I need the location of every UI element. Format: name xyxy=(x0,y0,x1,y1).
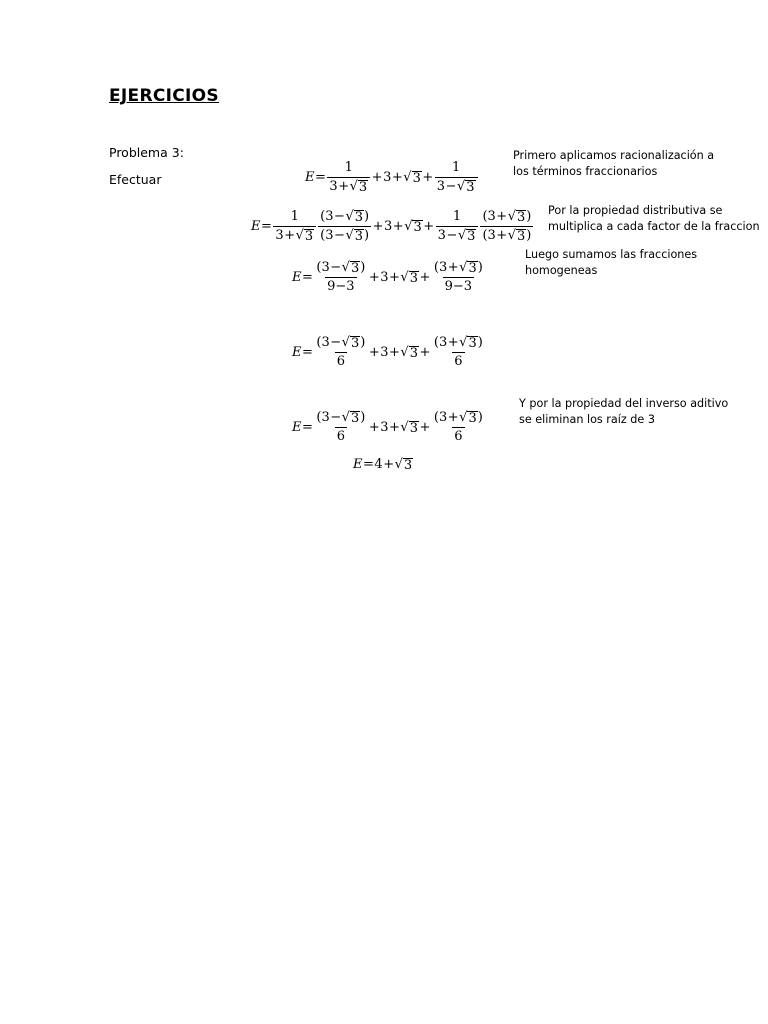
equation-4: E = (3− √ 3 ) 6 + 3 + √ 3 + (3+ √ 3 ) 6 xyxy=(292,335,483,369)
equation-2: E = 1 3+ √ 3 (3− √ 3 ) (3− √ 3 ) + 3 + √ 3 + 1 3− √ 3 (3+ √ 3 ) (3+ √ 3 ) xyxy=(251,209,532,244)
equation-5: E = (3− √ 3 ) 6 + 3 + √ 3 + (3+ √ 3 ) 6 xyxy=(292,410,483,444)
note-additive-inverse: Y por la propiedad del inverso aditivo se eliminan los raíz de 3 xyxy=(519,397,729,426)
problem-label: Problema 3: xyxy=(109,145,184,160)
page-title: EJERCICIOS xyxy=(109,86,219,106)
note-distributive: Por la propiedad distributiva se multiplica a cada factor de la fraccion xyxy=(548,204,760,233)
note-sum-fractions: Luego sumamos las fracciones homogeneas xyxy=(525,248,698,277)
note-rationalization: Primero aplicamos racionalización a los términos fraccionarios xyxy=(513,149,715,178)
equation-1: E = 1 3+ √ 3 + 3 + √ 3 + 1 3− √ 3 xyxy=(305,160,479,195)
instruction-label: Efectuar xyxy=(109,172,162,187)
equation-final: E = 4 + √ 3 xyxy=(353,456,413,473)
equation-3: E = (3− √ 3 ) 9−3 + 3 + √ 3 + (3+ √ 3 ) 9−3 xyxy=(292,260,483,294)
